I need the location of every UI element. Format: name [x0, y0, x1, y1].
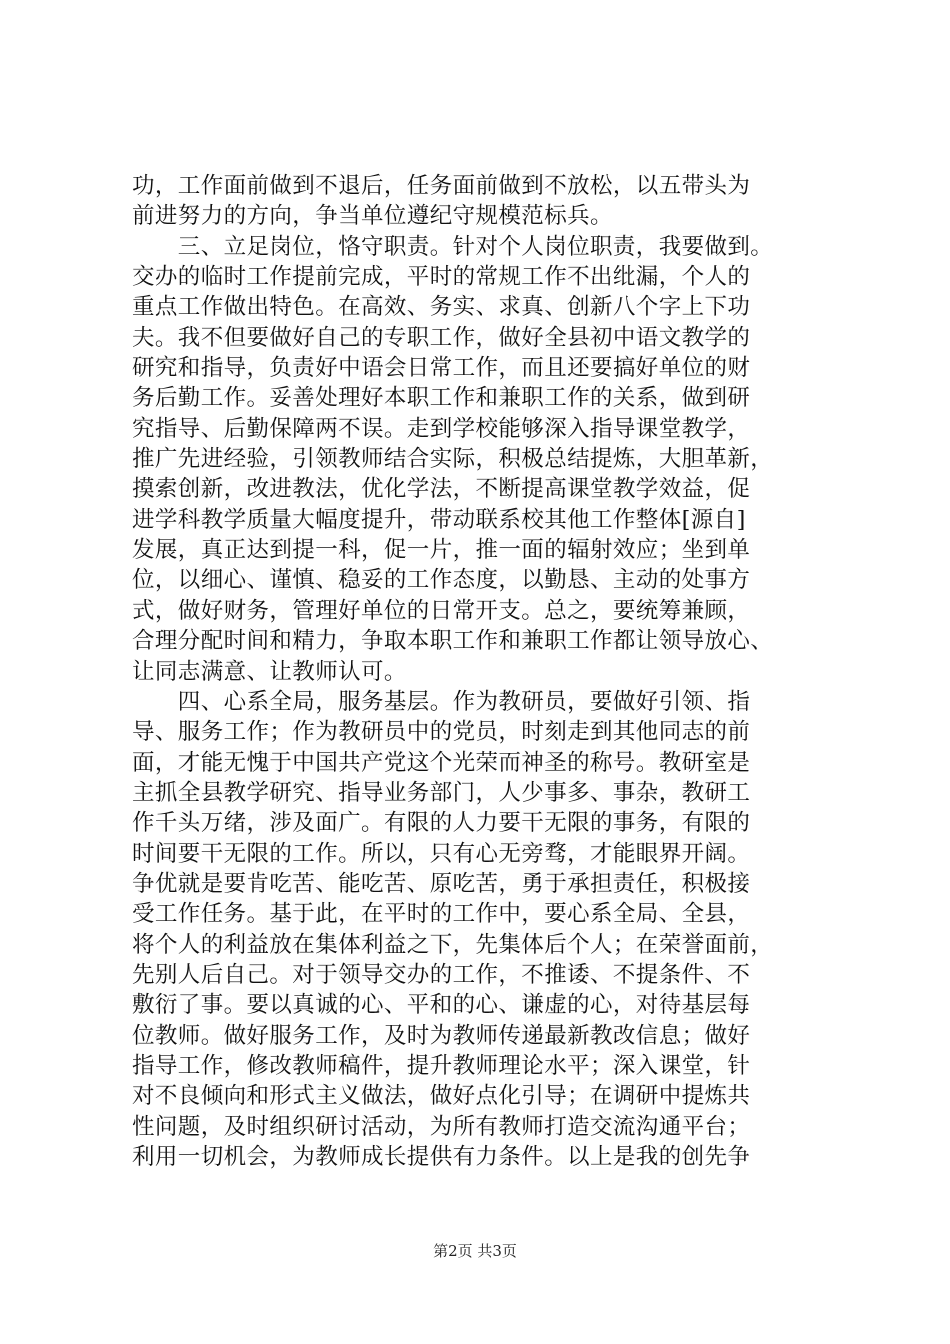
text-line: 争优就是要肯吃苦、能吃苦、原吃苦，勇于承担责任，积极接	[132, 870, 751, 897]
page-number-label: 第2页 共3页	[433, 1242, 517, 1260]
text-line: 四、心系全局，服务基层。作为教研员，要做好引领、指	[132, 688, 751, 715]
text-line: 合理分配时间和精力，争取本职工作和兼职工作都让领导放心、	[132, 628, 774, 655]
text-line: 主抓全县教学研究、指导业务部门，人少事多、事杂，教研工	[132, 779, 751, 806]
body-text	[132, 171, 832, 1172]
text-line: 对不良倾向和形式主义做法，做好点化引导；在调研中提炼共	[132, 1083, 751, 1110]
text-line: 前进努力的方向，争当单位遵纪守规模范标兵。	[132, 203, 613, 230]
text-line: 研究和指导，负责好中语会日常工作，而且还要搞好单位的财	[132, 355, 751, 382]
text-line: 面，才能无愧于中国共产党这个光荣而神圣的称号。教研室是	[132, 749, 751, 776]
text-line: 让同志满意、让教师认可。	[132, 658, 407, 685]
text-line: 位教师。做好服务工作，及时为教师传递最新教改信息；做好	[132, 1022, 751, 1049]
text-line: 将个人的利益放在集体利益之下，先集体后个人；在荣誉面前，	[132, 931, 774, 958]
text-line: 式，做好财务，管理好单位的日常开支。总之，要统筹兼顾，	[132, 597, 751, 624]
text-line: 作千头万绪，涉及面广。有限的人力要干无限的事务，有限的	[132, 810, 751, 837]
text-line: 功，工作面前做到不退后，任务面前做到不放松，以五带头为	[132, 173, 751, 199]
text-line: 务后勤工作。妥善处理好本职工作和兼职工作的关系，做到研	[132, 385, 751, 412]
text-line: 推广先进经验，引领教师结合实际，积极总结提炼，大胆革新，	[132, 446, 774, 473]
text-line: 进学科教学质量大幅度提升，带动联系校其他工作整体[源自]	[132, 506, 746, 533]
text-line: 指导工作，修改教师稿件，提升教师理论水平；深入课堂，针	[132, 1052, 751, 1079]
text-line: 摸索创新，改进教法，优化学法，不断提高课堂教学效益，促	[132, 476, 751, 503]
text-line: 先别人后自己。对于领导交办的工作，不推诿、不提条件、不	[132, 961, 751, 988]
text-line: 利用一切机会，为教师成长提供有力条件。以上是我的创先争	[132, 1144, 751, 1170]
page-footer	[0, 1241, 950, 1261]
text-line: 究指导、后勤保障两不误。走到学校能够深入指导课堂教学，	[132, 415, 751, 442]
text-line: 位，以细心、谨慎、稳妥的工作态度，以勤恳、主动的处事方	[132, 567, 751, 594]
text-line: 夫。我不但要做好自己的专职工作，做好全县初中语文教学的	[132, 324, 751, 351]
text-line: 交办的临时工作提前完成，平时的常规工作不出纰漏，个人的	[132, 264, 751, 291]
text-line: 性问题，及时组织研讨活动，为所有教师打造交流沟通平台；	[132, 1113, 751, 1140]
text-line: 敷衍了事。要以真诚的心、平和的心、谦虚的心，对待基层每	[132, 992, 751, 1019]
text-line: 重点工作做出特色。在高效、务实、求真、创新八个字上下功	[132, 294, 751, 321]
text-line: 受工作任务。基于此，在平时的工作中，要心系全局、全县，	[132, 901, 751, 928]
text-line: 导、服务工作；作为教研员中的党员，时刻走到其他同志的前	[132, 719, 751, 746]
text-line: 时间要干无限的工作。所以，只有心无旁骛，才能眼界开阔。	[132, 840, 751, 867]
text-line: 三、立足岗位，恪守职责。针对个人岗位职责，我要做到。	[132, 233, 774, 260]
text-line: 发展，真正达到提一科，促一片，推一面的辐射效应；坐到单	[132, 537, 751, 564]
